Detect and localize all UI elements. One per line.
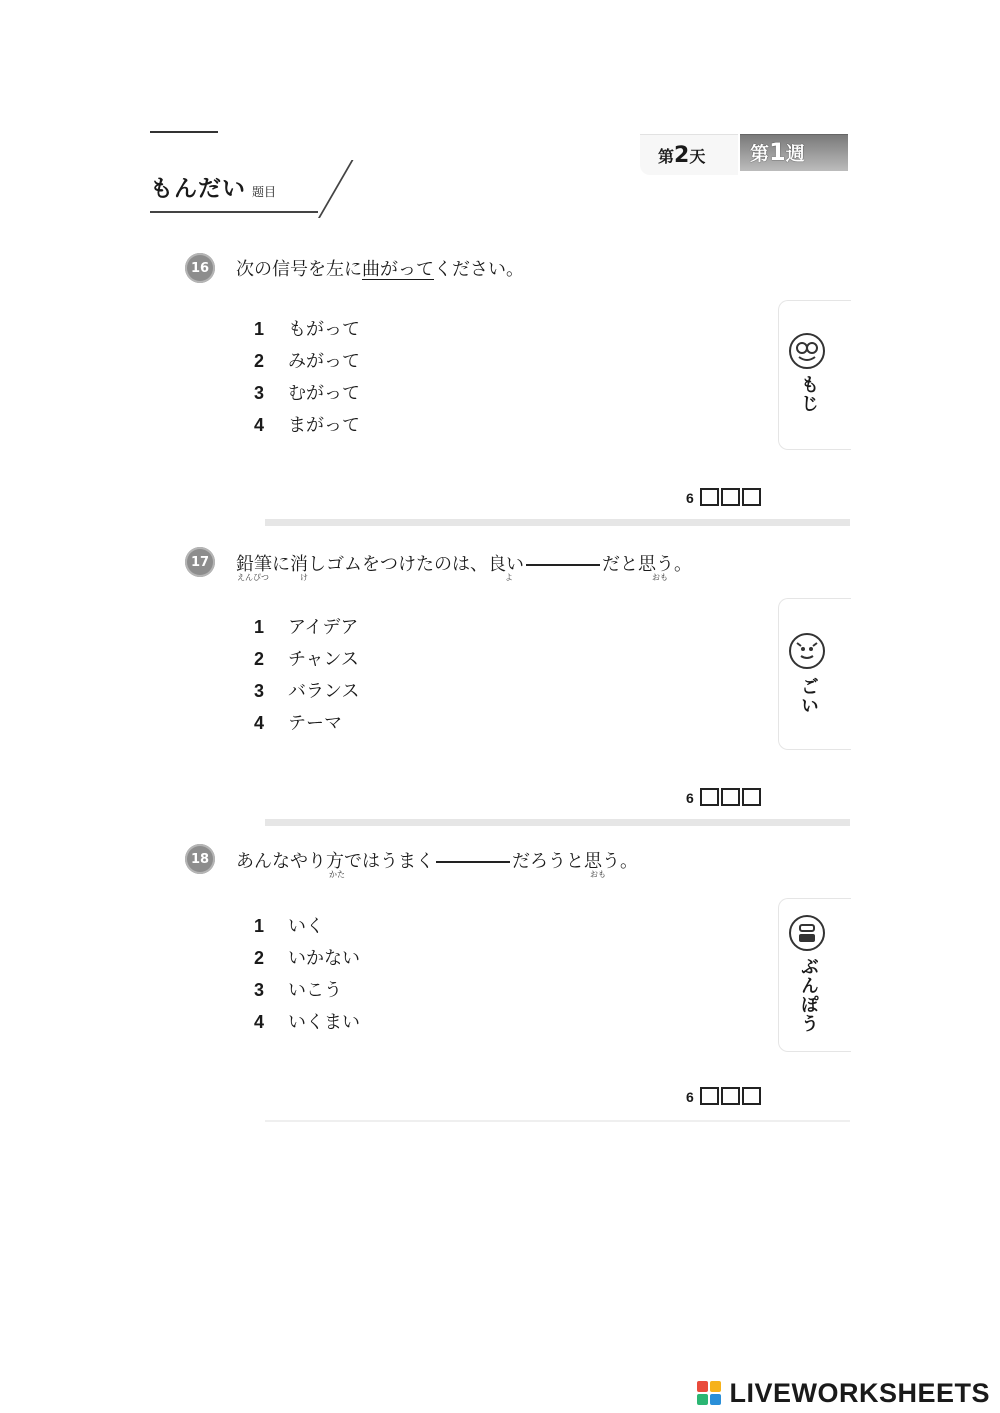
option-number: 3 — [254, 681, 265, 701]
title-slash — [318, 160, 353, 218]
option-number: 1 — [254, 319, 265, 339]
tab-label: ごい — [798, 677, 819, 715]
option-text: いくまい — [288, 1012, 360, 1033]
option-item[interactable] — [254, 347, 360, 373]
section-divider — [265, 519, 850, 526]
answer-blank — [436, 861, 510, 863]
option-text: いこう — [288, 980, 342, 1001]
week-label — [750, 138, 805, 166]
option-number: 1 — [254, 916, 265, 936]
score-box[interactable] — [742, 1087, 761, 1105]
question-text-part: あんなやり方ではうまく — [236, 851, 434, 872]
score-box[interactable] — [721, 488, 740, 506]
watermark: LIVEWORKSHEETS — [729, 1378, 990, 1408]
question-number-badge: 16 — [185, 253, 215, 283]
question-number-badge: 18 — [185, 844, 215, 874]
page-title — [150, 170, 276, 203]
tab-label: もじ — [798, 375, 819, 413]
header-rule — [150, 131, 218, 133]
category-tab-moji — [778, 300, 851, 450]
day-prefix: 第 — [658, 147, 675, 166]
section-divider — [265, 819, 850, 826]
score-box[interactable] — [742, 788, 761, 806]
question-text — [236, 255, 524, 281]
option-text: もがって — [288, 319, 360, 340]
title-text: もんだい — [150, 176, 246, 202]
option-text: いかない — [288, 948, 360, 969]
option-item[interactable] — [254, 1008, 360, 1034]
score-label: 6 — [686, 790, 694, 806]
question-text-part: だろうと思う。 — [512, 851, 638, 872]
score-boxes — [686, 1087, 761, 1105]
option-item[interactable] — [254, 411, 360, 437]
owl-icon — [789, 333, 825, 369]
title-underline — [150, 211, 318, 213]
option-number: 4 — [254, 713, 265, 733]
week-suffix: 週 — [785, 143, 805, 165]
question-number-badge: 17 — [185, 547, 215, 577]
section-divider — [265, 1120, 850, 1122]
score-label: 6 — [686, 1089, 694, 1105]
option-number: 3 — [254, 980, 265, 1000]
option-item[interactable] — [254, 645, 359, 671]
option-text: アイデア — [288, 617, 359, 638]
question-text — [236, 847, 638, 873]
option-item[interactable] — [254, 613, 358, 639]
score-box[interactable] — [742, 488, 761, 506]
option-item[interactable] — [254, 944, 360, 970]
option-text: まがって — [288, 415, 360, 436]
category-tab-bunpou — [778, 898, 851, 1052]
option-text: チャンス — [288, 649, 359, 670]
option-item[interactable] — [254, 379, 360, 405]
furigana: えんぴつ — [237, 573, 269, 582]
liveworksheets-logo-icon — [697, 1381, 721, 1405]
title-subtitle: 题目 — [252, 185, 277, 199]
underlined-word: 曲がって — [362, 259, 434, 280]
furigana: よ — [505, 573, 513, 582]
option-number: 2 — [254, 948, 265, 968]
week-number: 1 — [769, 138, 786, 166]
score-label: 6 — [686, 490, 694, 506]
tab-label: ぶんぽう — [798, 957, 819, 1033]
furigana: かた — [329, 870, 345, 879]
option-item[interactable] — [254, 315, 360, 341]
answer-blank — [526, 564, 600, 566]
day-suffix: 天 — [689, 147, 706, 166]
category-tab-goi — [778, 598, 851, 750]
score-box[interactable] — [721, 1087, 740, 1105]
score-boxes — [686, 488, 761, 506]
score-box[interactable] — [700, 788, 719, 806]
question-text-part: だと思う。 — [602, 554, 692, 575]
day-label — [658, 143, 705, 168]
question-text-part: 次の信号を左に — [236, 259, 362, 280]
face-icon — [789, 633, 825, 669]
score-box[interactable] — [700, 488, 719, 506]
score-box[interactable] — [700, 1087, 719, 1105]
score-box[interactable] — [721, 788, 740, 806]
option-item[interactable] — [254, 912, 324, 938]
option-text: みがって — [288, 351, 360, 372]
option-item[interactable] — [254, 976, 342, 1002]
score-boxes — [686, 788, 761, 806]
furigana: け — [300, 573, 308, 582]
robot-icon — [789, 915, 825, 951]
option-text: テーマ — [288, 713, 342, 734]
week-prefix: 第 — [750, 143, 770, 165]
option-text: いく — [288, 916, 324, 937]
furigana: おも — [652, 573, 668, 582]
question-text-part: 鉛筆に消しゴムをつけたのは、良い — [236, 554, 524, 575]
option-text: バランス — [288, 681, 360, 702]
option-text: むがって — [288, 383, 360, 404]
question-text-part: ください。 — [434, 259, 524, 280]
option-number: 2 — [254, 649, 265, 669]
furigana: おも — [590, 870, 606, 879]
option-number: 3 — [254, 383, 265, 403]
option-item[interactable] — [254, 677, 359, 703]
day-number: 2 — [674, 143, 690, 168]
option-number: 1 — [254, 617, 265, 637]
option-number: 4 — [254, 1012, 265, 1032]
option-number: 4 — [254, 415, 265, 435]
option-item[interactable] — [254, 709, 342, 735]
option-number: 2 — [254, 351, 265, 371]
